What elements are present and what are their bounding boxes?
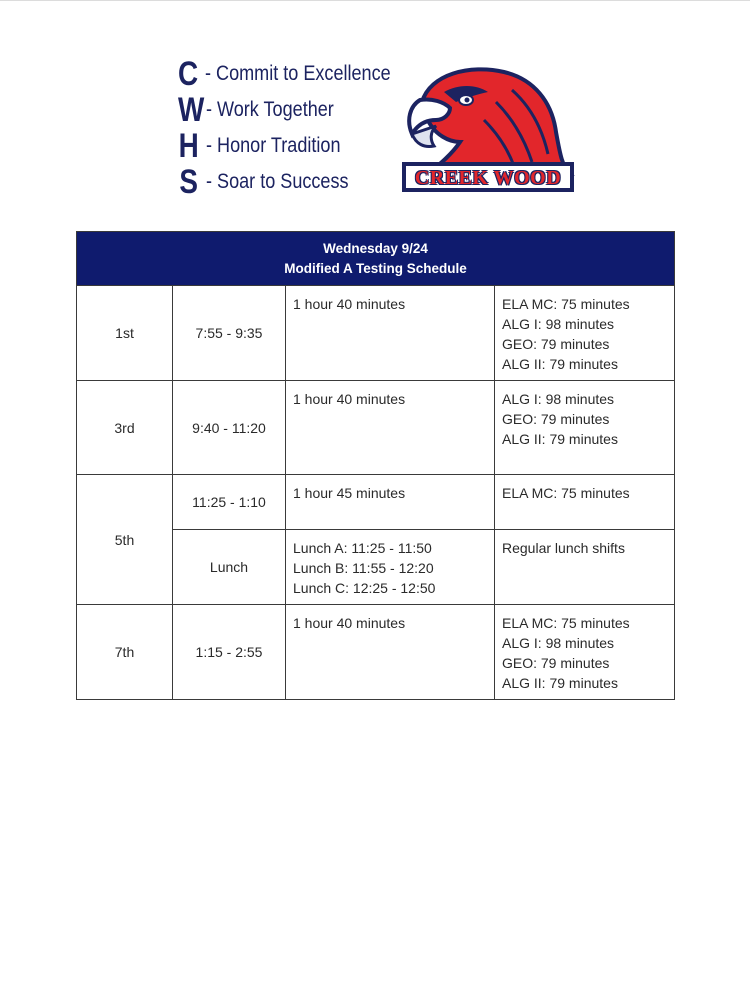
- tests-cell: [495, 475, 675, 530]
- motto-row-h: [178, 128, 408, 164]
- period-cell: 7th: [77, 605, 173, 700]
- duration-cell: [286, 475, 495, 530]
- time-cell: 7:55 - 9:35: [173, 286, 286, 381]
- duration-text: 1 hour 40 minutes: [293, 296, 406, 312]
- lunch-slot: Lunch C: 12:25 - 12:50: [293, 580, 436, 596]
- test-item: ELA MC: 75 minutes: [502, 615, 630, 631]
- motto-letter: W: [178, 91, 205, 129]
- schedule-title: Modified A Testing Schedule: [284, 260, 467, 276]
- duration-cell: [286, 381, 495, 475]
- test-item: ALG II: 79 minutes: [502, 431, 618, 447]
- testing-schedule-table: [76, 231, 675, 700]
- top-border: [0, 0, 750, 1]
- tests-cell: [495, 530, 675, 605]
- school-motto: [178, 56, 408, 200]
- period-cell: 3rd: [77, 381, 173, 475]
- period-cell: 1st: [77, 286, 173, 381]
- duration-text: 1 hour 40 minutes: [293, 391, 406, 407]
- motto-text: - Soar to Success: [206, 170, 349, 193]
- motto-letter: C: [178, 55, 199, 93]
- time-cell: 1:15 - 2:55: [173, 605, 286, 700]
- motto-row-s: [178, 164, 408, 200]
- time-cell: 9:40 - 11:20: [173, 381, 286, 475]
- tests-cell: [495, 286, 675, 381]
- test-item: Regular lunch shifts: [502, 540, 625, 556]
- duration-text: 1 hour 45 minutes: [293, 485, 406, 501]
- motto-row-w: [178, 92, 408, 128]
- test-item: GEO: 79 minutes: [502, 411, 610, 427]
- time-cell: Lunch: [173, 530, 286, 605]
- test-item: ALG II: 79 minutes: [502, 675, 618, 691]
- test-item: ALG II: 79 minutes: [502, 356, 618, 372]
- schedule-date: Wednesday 9/24: [323, 240, 428, 256]
- test-item: ELA MC: 75 minutes: [502, 485, 630, 501]
- test-item: ELA MC: 75 minutes: [502, 296, 630, 312]
- table-row: [77, 605, 675, 700]
- tests-cell: [495, 381, 675, 475]
- motto-letter: S: [179, 163, 198, 201]
- test-item: GEO: 79 minutes: [502, 655, 610, 671]
- motto-row-c: [178, 56, 408, 92]
- table-row: [77, 286, 675, 381]
- schedule-header: [77, 232, 675, 286]
- table-row: [77, 475, 675, 530]
- lunch-slot: Lunch B: 11:55 - 12:20: [293, 560, 434, 576]
- motto-text: - Commit to Excellence: [204, 62, 391, 85]
- motto-letter: H: [178, 127, 199, 165]
- duration-cell: [286, 530, 495, 605]
- motto-text: - Work Together: [206, 98, 334, 121]
- period-cell: 5th: [77, 475, 173, 605]
- duration-cell: [286, 605, 495, 700]
- test-item: GEO: 79 minutes: [502, 336, 610, 352]
- tests-cell: [495, 605, 675, 700]
- school-wordmark: CREEK WOOD: [414, 167, 562, 189]
- table-row: [77, 381, 675, 475]
- test-item: ALG I: 98 minutes: [502, 635, 615, 651]
- duration-text: 1 hour 40 minutes: [293, 615, 406, 631]
- motto-text: - Honor Tradition: [206, 134, 341, 157]
- time-cell: 11:25 - 1:10: [173, 475, 286, 530]
- test-item: ALG I: 98 minutes: [502, 391, 615, 407]
- duration-cell: [286, 286, 495, 381]
- lunch-slot: Lunch A: 11:25 - 11:50: [293, 540, 432, 556]
- test-item: ALG I: 98 minutes: [502, 316, 615, 332]
